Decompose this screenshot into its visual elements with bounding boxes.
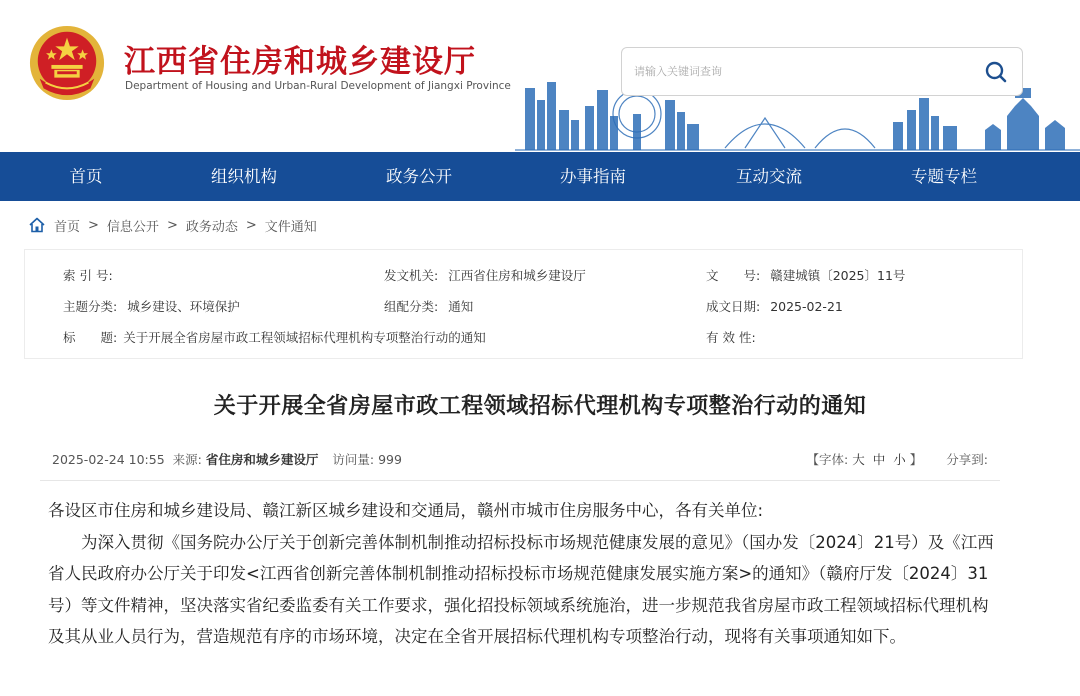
- views-count: 999: [378, 452, 402, 467]
- meta-issuer-value: 江西省住房和城乡建设厅: [448, 268, 586, 283]
- meta-row: [25, 328, 1022, 348]
- meta-docno-label: 文 号:: [706, 268, 761, 283]
- article-tools: [807, 450, 989, 468]
- national-emblem-icon[interactable]: [28, 24, 106, 102]
- breadcrumb-separator: >: [245, 217, 257, 233]
- meta-title-label: 标 题:: [63, 330, 118, 345]
- breadcrumb: [28, 214, 317, 236]
- breadcrumb-info-disclosure[interactable]: 信息公开: [106, 219, 159, 235]
- meta-date-label: 成文日期:: [706, 299, 761, 314]
- salutation: 各设区市住房和城乡建设局、赣江新区城乡建设和交通局，赣州市城市住房服务中心，各有关单位:: [48, 501, 764, 520]
- meta-category-value: 通知: [448, 299, 474, 314]
- breadcrumb-home[interactable]: 首页: [54, 219, 81, 235]
- font-size-label: 【字体:: [806, 452, 849, 467]
- meta-row: [25, 266, 1022, 286]
- article-title: 关于开展全省房屋市政工程领域招标代理机构专项整治行动的通知: [213, 394, 867, 419]
- nav-item-service-guide[interactable]: 办事指南: [560, 167, 626, 186]
- meta-category: [384, 297, 473, 315]
- share-label: 分享到:: [946, 452, 988, 467]
- document-metadata: [24, 249, 1023, 359]
- nav-item-home[interactable]: 首页: [69, 167, 103, 186]
- search-box: [621, 47, 1023, 96]
- meta-validity: [706, 328, 766, 346]
- divider: [40, 480, 1000, 481]
- site-header: [0, 0, 1080, 152]
- search-icon[interactable]: [982, 58, 1010, 86]
- meta-validity-label: 有 效 性:: [706, 330, 756, 345]
- meta-topic-label: 主题分类:: [63, 299, 118, 314]
- meta-topic-value: 城乡建设、环境保护: [127, 299, 240, 314]
- nav-item-special-topics[interactable]: 专题专栏: [911, 167, 977, 186]
- source-value: 省住房和城乡建设厅: [205, 452, 319, 467]
- nav-item-interaction[interactable]: 互动交流: [736, 167, 802, 186]
- meta-title: [63, 328, 486, 346]
- breadcrumb-government-news[interactable]: 政务动态: [185, 219, 238, 235]
- meta-index: [63, 266, 123, 284]
- meta-row: [25, 297, 1022, 317]
- meta-category-label: 组配分类:: [384, 299, 439, 314]
- article-body: [48, 495, 1000, 653]
- search-input[interactable]: [634, 62, 974, 82]
- source-label: 来源:: [172, 452, 202, 467]
- meta-title-value: 关于开展全省房屋市政工程领域招标代理机构专项整治行动的通知: [123, 330, 486, 345]
- breadcrumb-separator: >: [88, 217, 99, 233]
- views-label: 访问量:: [332, 452, 375, 467]
- site-title[interactable]: 江西省住房和城乡建设厅: [124, 44, 476, 80]
- meta-date-value: 2025-02-21: [770, 299, 843, 314]
- breadcrumb-document-notices[interactable]: 文件通知: [264, 219, 317, 235]
- site-subtitle: Department of Housing and Urban-Rural Development of Jiangxi Province: [125, 80, 511, 92]
- main-nav: [0, 152, 1080, 201]
- font-size-small-button[interactable]: 小: [893, 452, 906, 467]
- meta-issuer: [384, 266, 586, 284]
- publish-datetime: 2025-02-24 10:55: [52, 452, 165, 467]
- meta-docno: [706, 266, 905, 284]
- font-size-medium-button[interactable]: 中: [872, 452, 886, 467]
- meta-date: [706, 297, 843, 315]
- home-icon[interactable]: [28, 216, 46, 234]
- breadcrumb-separator: >: [166, 217, 178, 233]
- font-size-large-button[interactable]: 大: [852, 452, 865, 467]
- nav-item-organization[interactable]: 组织机构: [211, 167, 277, 186]
- meta-index-label: 索 引 号:: [63, 268, 113, 283]
- body-paragraph: 为深入贯彻《国务院办公厅关于创新完善体制机制推动招标投标市场规范健康发展的意见》（国办发〔2024〕21号）及《江西省人民政府办公厅关于印发<江西省创新完善体制机制推动招标投标市场规范健康发展实施方案>的通知》（赣府厅发〔2024〕31号）等文件精神，坚决落实省纪委监委有关工作要求，强化招投标领域系统施治，进一步规范我省房屋市政工程领域招标代理机构及其从业人员行为，营造规范有序的市场环境，决定在全省开展招标代理机构专项整治行动，现将有关事项通知如下。: [48, 532, 994, 646]
- article-meta: [52, 450, 406, 468]
- meta-docno-value: 赣建城镇〔2025〕11号: [770, 268, 906, 283]
- font-size-close-bracket: 】: [909, 452, 923, 467]
- article-info-bar: [52, 450, 992, 468]
- meta-issuer-label: 发文机关:: [384, 268, 439, 283]
- meta-topic: [63, 297, 240, 315]
- nav-item-government-affairs[interactable]: 政务公开: [386, 167, 452, 186]
